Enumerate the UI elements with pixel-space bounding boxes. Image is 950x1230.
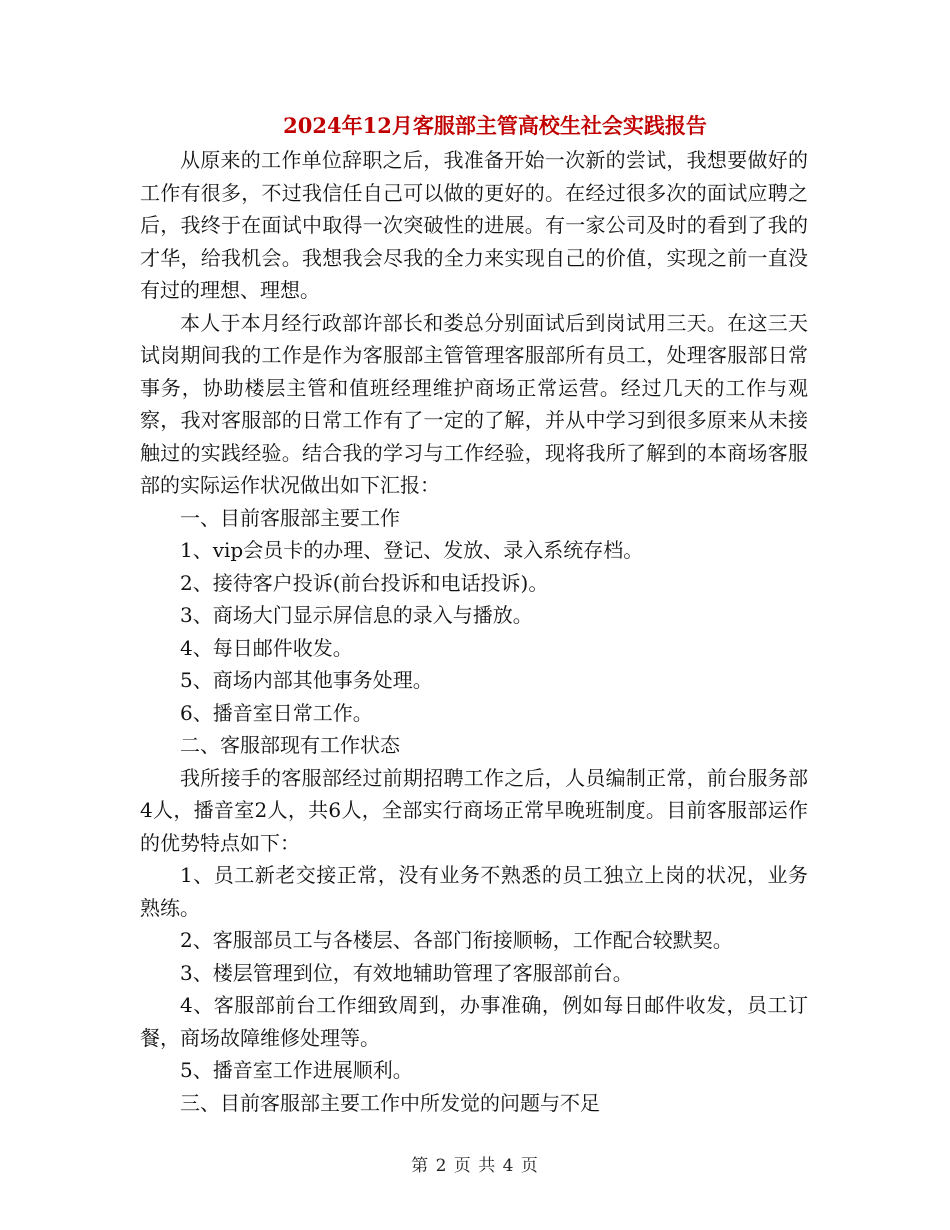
list-item: 5、播音室工作进展顺利。 (180, 1058, 413, 1082)
paragraph-intro: 从原来的工作单位辞职之后，我准备开始一次新的尝试，我想要做好的工作有很多，不过我信任自己可以做的更好的。在经过很多次的面试应聘之后，我终于在面试中取得一次突破性的进展。有一家公司及时的看到了我的才华，给我机会。我想我会尽我的全力来实现自己的价值，实现之前一直没有过的理想、理想。 (140, 148, 808, 302)
list-item: 1、vip会员卡的办理、登记、发放、录入系统存档。 (180, 538, 644, 562)
list-item: 3、商场大门显示屏信息的录入与播放。 (180, 603, 533, 627)
list-item: 6、播音室日常工作。 (180, 700, 373, 725)
list-item: 4、每日邮件收发。 (180, 635, 353, 660)
paragraph-trial: 本人于本月经行政部许部长和娄总分别面试后到岗试用三天。在这三天试岗期间我的工作是作为客服部主管管理客服部所有员工，处理客服部日常事务，协助楼层主管和值班经理维护商场正常运营。经过几天的工作与观察，我对客服部的日常工作有了一定的了解，并从中学习到很多原来从未接触过的实践经验。结合我的学习与工作经验，现将我所了解到的本商场客服部的实际运作状况做出如下汇报： (140, 310, 808, 497)
list-item: 2、客服部员工与各楼层、各部门衔接顺畅，工作配合较默契。 (180, 928, 733, 952)
list-item: 2、接待客户投诉(前台投诉和电话投诉)。 (180, 570, 549, 595)
section-heading-2: 二、客服部现有工作状态 (180, 733, 400, 757)
document-title: 2024年12月客服部主管高校生社会实践报告 (283, 113, 707, 138)
list-item: 1、员工新老交接正常，没有业务不熟悉的员工独立上岗的状况，业务熟练。 (140, 863, 808, 920)
section-heading-1: 一、目前客服部主要工作 (180, 505, 400, 530)
list-item: 3、楼层管理到位，有效地辅助管理了客服部前台。 (180, 960, 633, 985)
list-item: 4、客服部前台工作细致周到，办事准确，例如每日邮件收发，员工订餐，商场故障维修处理等。 (140, 993, 808, 1050)
document-body (140, 144, 808, 1119)
page-number-footer: 第 2 页 共 4 页 (411, 1156, 539, 1176)
section-heading-3: 三、目前客服部主要工作中所发觉的问题与不足 (180, 1090, 600, 1115)
paragraph-staffing: 我所接手的客服部经过前期招聘工作之后，人员编制正常，前台服务部4人，播音室2人，共6人，全部实行商场正常早晚班制度。目前客服部运作的优势特点如下： (140, 765, 808, 855)
list-item: 5、商场内部其他事务处理。 (180, 668, 433, 692)
